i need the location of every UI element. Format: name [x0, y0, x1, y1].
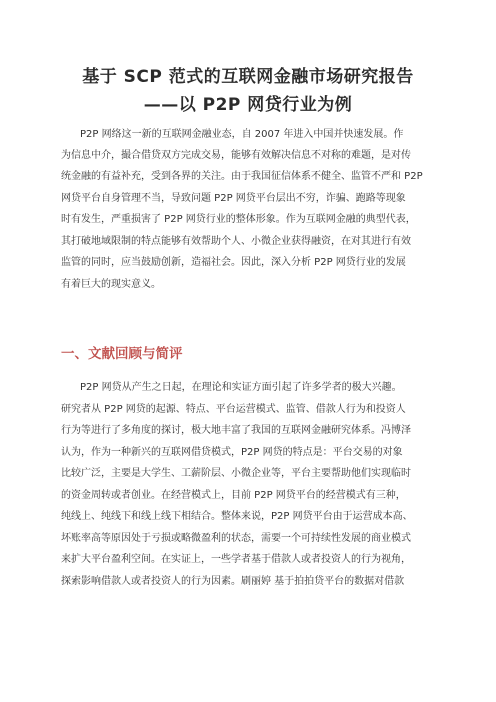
section-paragraph-line: 研究者从 P2P 网贷的起源、特点、平台运营模式、监管、借款人行为和投资人: [61, 404, 406, 415]
section-paragraph-line: 坏账率高等原因处于亏损或略微盈利的状态，需要一个可持续性发展的商业模式: [61, 533, 411, 544]
report-subtitle: ——以 P2P 网贷行业为例: [143, 95, 353, 115]
section-paragraph-line: 行为等进行了多角度的探讨，极大地丰富了我国的互联网金融研究体系。冯博泽: [61, 425, 411, 436]
section-paragraph-line: 探索影响借款人或者投资人的行为因素。刷丽婷 基于拍拍贷平台的数据对借款: [61, 576, 405, 587]
intro-paragraph-line: 监管的同时，应当鼓励创新，造福社会。因此，深入分析 P2P 网贷行业的发展: [61, 257, 406, 268]
section-heading: 一、文献回顾与简评: [61, 346, 183, 362]
section-paragraph-line: 认为，作为一种新兴的互联网借贷模式，P2P 网贷的特点是：平台交易的对象: [61, 447, 403, 458]
report-title: 基于 SCP 范式的互联网金融市场研究报告: [82, 67, 414, 87]
section-paragraph-line: 的资金周转或者创业。在经营模式上，目前 P2P 网贷平台的经营模式有三种，: [61, 490, 406, 501]
intro-paragraph-line: 为信息中介，撮合借贷双方完成交易，能够有效解决信息不对称的难题，是对传: [61, 150, 411, 161]
intro-paragraph-line: P2P 网络这一新的互联网金融业态，自 2007 年进入中国并快速发展。作: [80, 129, 404, 140]
intro-paragraph-line: 有着巨大的现实意义。: [61, 279, 161, 290]
intro-paragraph-line: 统金融的有益补充，受到各界的关注。由于我国征信体系不健全、监管不严和 P2P: [61, 171, 423, 182]
intro-paragraph-line: 网贷平台自身管理不当，导致问题 P2P 网贷平台层出不穷，诈骗、跑路等现象: [61, 193, 406, 204]
section-paragraph-line: 纯线上、纯线下和线上线下相结合。整体来说，P2P 网贷平台由于运营成本高、: [61, 511, 413, 522]
section-paragraph-line: 比较广泛，主要是大学生、工薪阶层、小微企业等，平台主要帮助他们实现临时: [61, 468, 411, 479]
section-paragraph-line: 来扩大平台盈利空间。在实证上，一些学者基于借款人或者投资人的行为视角，: [61, 554, 411, 565]
section-paragraph-line: P2P 网贷从产生之日起，在理论和实证方面引起了许多学者的极大兴趣。: [80, 382, 402, 393]
intro-paragraph-line: 时有发生，严重损害了 P2P 网贷行业的整体形象。作为互联网金融的典型代表，: [61, 214, 416, 225]
intro-paragraph-line: 其打破地域限制的特点能够有效帮助个人、小微企业获得融资，在对其进行有效: [61, 236, 411, 247]
